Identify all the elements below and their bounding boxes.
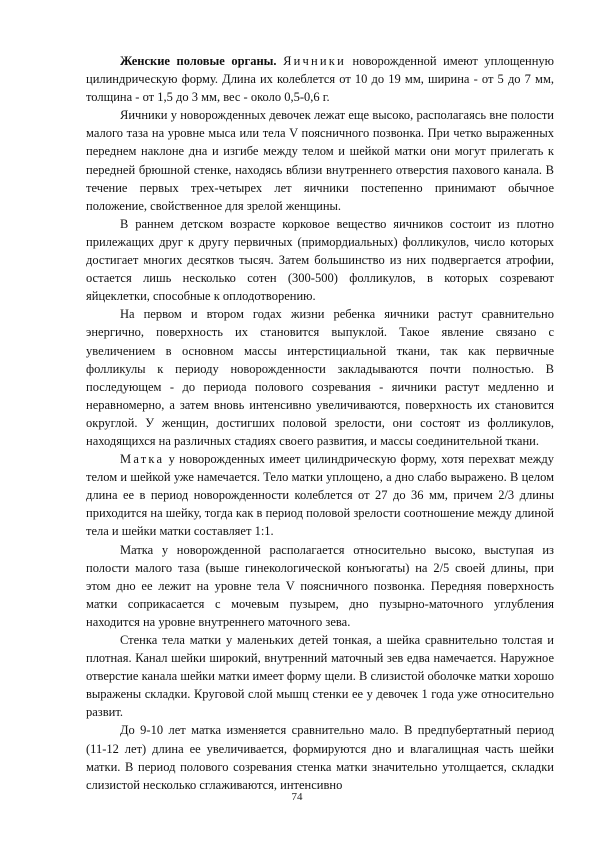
term-uterus: Матка (120, 452, 165, 467)
paragraph-ovaries-cortex (86, 215, 554, 305)
paragraph-ovaries-growth (86, 305, 554, 450)
paragraph-uterus-wall (86, 631, 554, 721)
paragraph-uterus-development (86, 721, 554, 793)
paragraph-text: В раннем детском возрасте корковое вещество яичников состоит из плотно прилежащих друг к другу первичных (примордиальных) фолликулов, число которых достигает многих десятков тысяч. Затем большинство из них подвергается атрофии, остается лишь несколько сотен (300-500) фолликулов, в которых созревают яйцеклетки, способные к оплодотворению. (86, 216, 554, 304)
paragraph-text: новорожденной имеют уплощенную цилиндрическую форму. Длина их колеблется от 10 до 19 мм, ширина - от 5 до 7 мм, толщина - от 1,5 до 3 мм, вес - около 0,5-0,6 г. (86, 54, 554, 105)
paragraph-text: На первом и втором годах жизни ребенка яичники растут сравнительно энергично, поверхность их становится выпуклой. Такое явление связано с увеличением в основном массы интерстициальной ткани, так как первичные фолликулы к периоду новорожденности закладываются почти полностью. В последующем - до периода полового созревания - яичники растут медленно и неравномерно, а затем вновь интенсивно увеличиваются, поверхность их становится округлой. У женщин, достигших половой зрелости, они состоят из фолликулов, находящихся на различных стадиях своего развития, и массы соединительной ткани. (86, 307, 554, 448)
term-ovaries: Яичники (283, 54, 346, 68)
page-body (86, 52, 554, 794)
paragraph-text: у новорожденных имеет цилиндрическую форму, хотя перехват между телом и шейкой уже намечается. Тело матки уплощено, а дно слабо выражено. В целом длина ее в период новорожденности колеблется от 27 до 36 мм, причем 2/3 длины приходится на шейку, тогда как в период половой зрелости соотношение между длиной тела и шейки матки составляет 1:1. (86, 452, 555, 539)
paragraph-text: Яичники у новорожденных девочек лежат еще высоко, располагаясь вне полости малого таза на уровне мыса или тела V поясничного позвонка. При четко выраженных переднем наклоне дна и изгибе между телом и шейкой матки они могут прилегать к передней брюшной стенке, находясь вблизи внутреннего отверстия пахового канала. В течение первых трех-четырех лет яичники постепенно принимают обычное положение, свойственное для зрелой женщины. (86, 108, 554, 213)
page-number: 74 (291, 791, 303, 803)
section-heading: Женские половые органы. (120, 54, 277, 68)
paragraph-ovaries-intro (86, 52, 554, 106)
paragraph-uterus-intro (86, 450, 554, 540)
paragraph-ovaries-position (86, 106, 554, 215)
paragraph-text: Стенка тела матки у маленьких детей тонкая, а шейка сравнительно толстая и плотная. Канал шейки широкий, внутренний маточный зев едва намечается. Наружное отверстие канала шейки матки имеет форму щели. В слизистой оболочке матки хорошо выражены складки. Круговой слой мышц стенки ее у девочек 1 года уже относительно развит. (86, 633, 554, 720)
paragraph-text: До 9-10 лет матка изменяется сравнительно мало. В предпубертатный период (11-12 лет) длина ее увеличивается, формируются дно и влагалищная часть шейки матки. В период полового созревания стенка матки значительно утолщается, складки слизистой несколько сглаживаются, интенсивно (86, 723, 554, 792)
paragraph-uterus-position (86, 541, 554, 631)
paragraph-text: Матка у новорожденной располагается относительно высоко, выступая из полости малого таза (выше гинекологической конъюгаты) на 2/5 своей длины, при этом дно ее лежит на уровне тела V поясничного позвонка. Передняя поверхность матки соприкасается с мочевым пузырем, дно пузырно-маточного углубления находится на уровне внутреннего маточного зева. (86, 542, 554, 629)
